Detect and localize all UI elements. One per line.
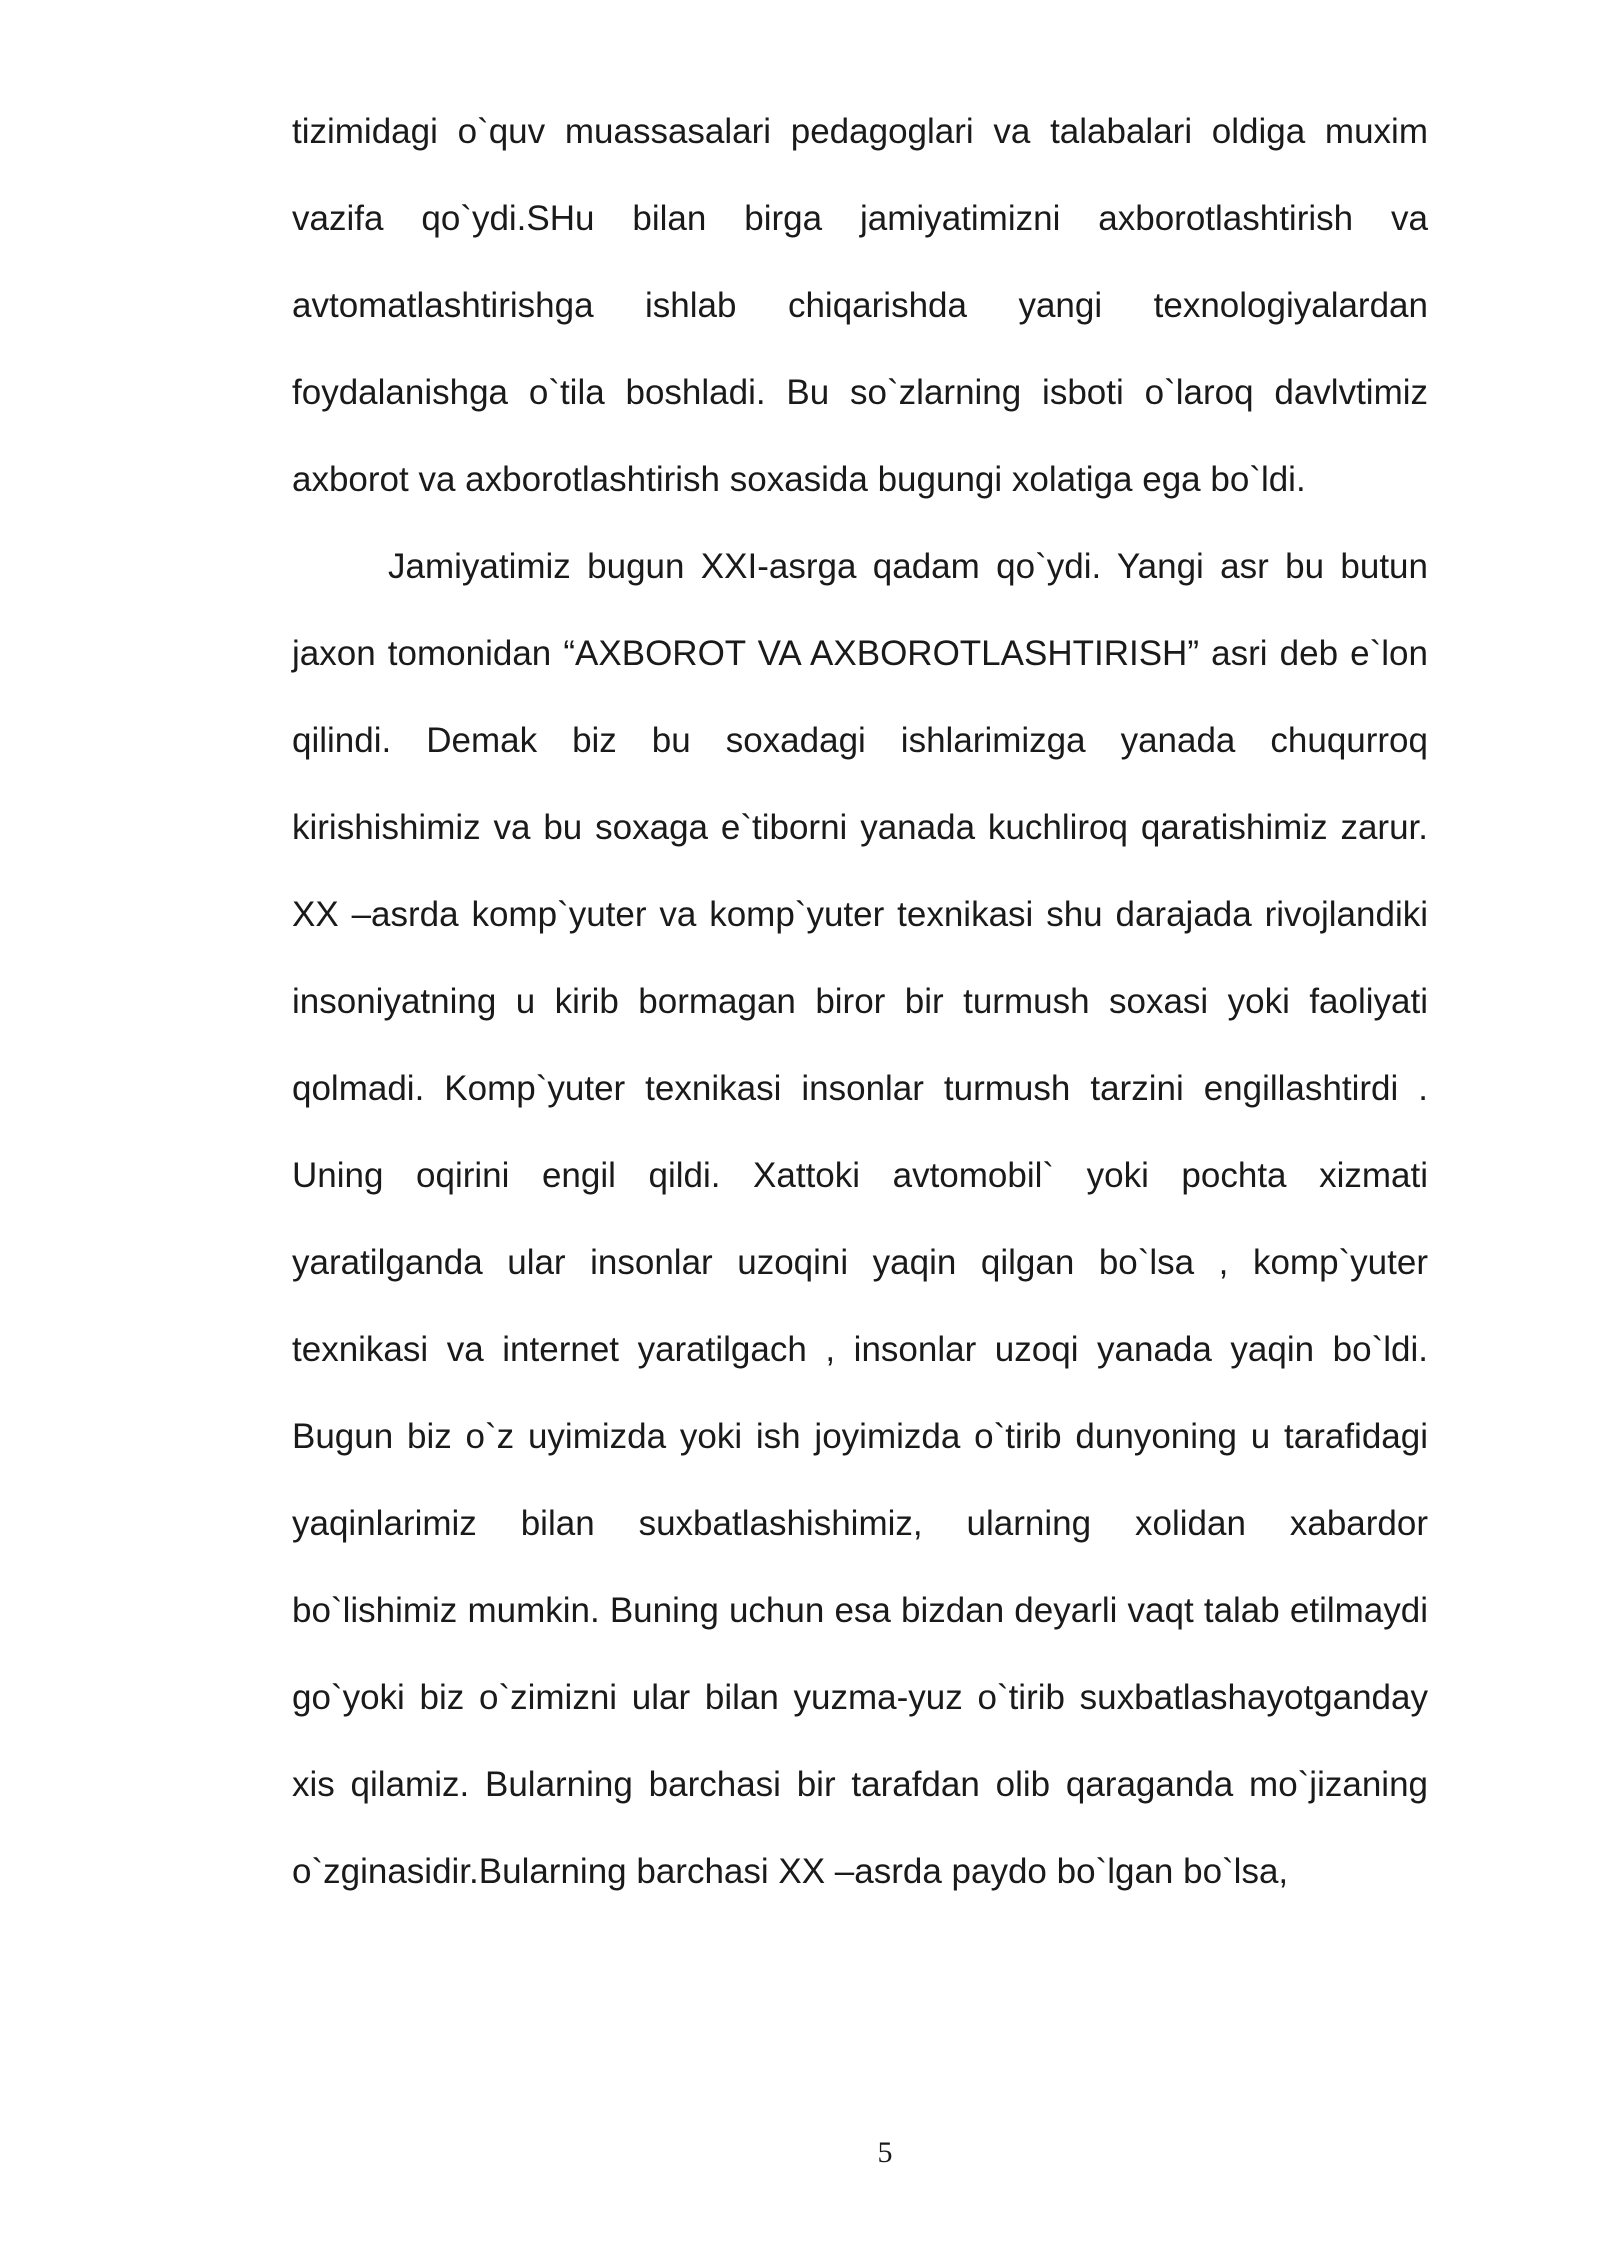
page-number: 5: [877, 2136, 893, 2169]
paragraph-1: tizimidagi o`quv muassasalari pedagoglari va talabalari oldiga muxim vazifa qo`ydi.SHu bilan birga jamiyatimizni axborotlashtirish va avtomatlashtirishga ishlab chiqarishda yangi texnologiyalardan foydalanishga o`tila boshladi. Bu so`zlarning isboti o`laroq davlvtimiz axborot va axborotlashtirish soxasida bugungi xolatiga ega bo`ldi.: [292, 112, 1428, 499]
paragraph-2: Jamiyatimiz bugun XXI-asrga qadam qo`ydi. Yangi asr bu butun jaxon tomonidan “AXBOROT VA AXBOROTLASHTIRISH” asri deb e`lon qilindi. Demak biz bu soxadagi ishlarimizga yanada chuqurroq kirishishimiz va bu soxaga e`tiborni yanada kuchliroq qaratishimiz zarur. XX –asrda komp`yuter va komp`yuter texnikasi shu darajada rivojlandiki insoniyatning u kirib bormagan biror bir turmush soxasi yoki faoliyati qolmadi. Komp`yuter texnikasi insonlar turmush tarzini engillashtirdi . Uning oqirini engil qildi. Xattoki avtomobil` yoki pochta xizmati yaratilganda ular insonlar uzoqini yaqin qilgan bo`lsa , komp`yuter texnikasi va internet yaratilgach , insonlar uzoqi yanada yaqin bo`ldi. Bugun biz o`z uyimizda yoki ish joyimizda o`tirib dunyoning u tarafidagi yaqinlarimiz bilan suxbatlashishimiz, ularning xolidan xabardor bo`lishimiz mumkin. Buning uchun esa bizdan deyarli vaqt talab etilmaydi go`yoki biz o`zimizni ular bilan yuzma-yuz o`tirib suxbatlashayotganday xis qilamiz. Bularning barchasi bir tarafdan olib qaraganda mo`jizaning o`zginasidir.Bularning barchasi XX –asrda paydo bo`lgan bo`lsa,: [292, 547, 1428, 1891]
body-text: [292, 88, 1428, 1915]
